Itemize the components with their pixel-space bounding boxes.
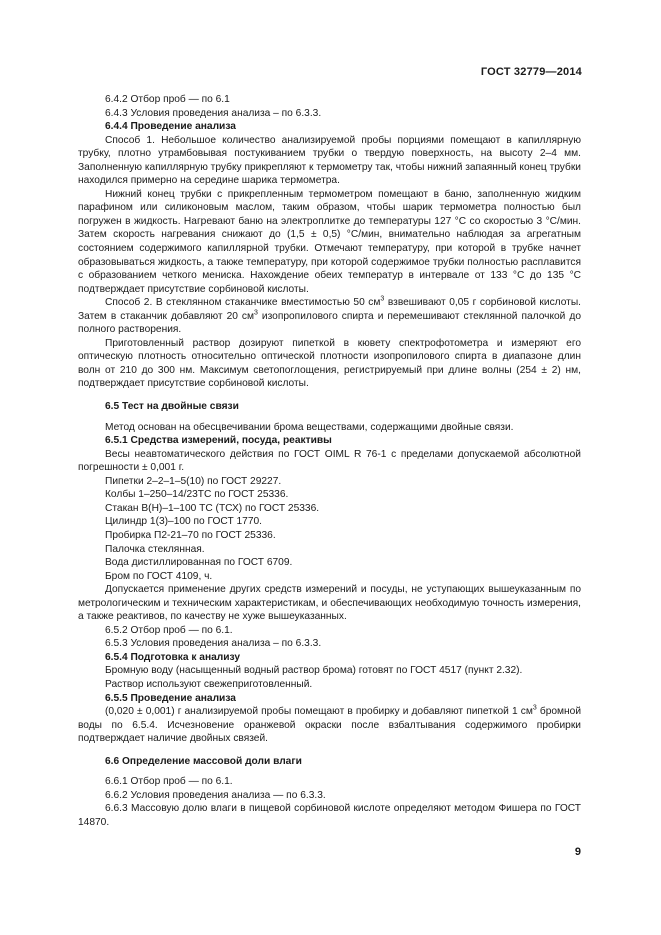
paragraph: Метод основан на обесцвечивании брома веществами, содержащими двойные связи. xyxy=(105,421,514,433)
paragraph: 6.6.3 Массовую долю влаги в пищевой сорбиновой кислоте определяют методом Фишера по ГОСТ 14870. xyxy=(78,803,581,828)
document-body xyxy=(78,93,581,829)
section-heading: 6.4.4 Проведение анализа xyxy=(105,121,236,133)
paragraph: Колбы 1–250–14/23ТС по ГОСТ 25336. xyxy=(105,489,289,501)
section-heading: 6.5.5 Проведение анализа xyxy=(105,692,236,704)
spacer xyxy=(78,768,581,775)
spacer xyxy=(78,746,581,755)
section-heading: 6.5 Тест на двойные связи xyxy=(105,401,239,413)
standard-header: ГОСТ 32779—2014 xyxy=(480,66,582,78)
paragraph: Приготовленный раствор дозируют пипеткой в кювету спектрофотометра и измеряют его оптическую плотность относительно оптической плотности изопропилового спирта в диапазоне длин волн от 210 до 300 нм. Максимум светопоглощения, регистрируемый при длине волны (254 ± 2) нм, подтверждает присутствие сорбиновой кислоты. xyxy=(78,337,581,390)
paragraph: Бром по ГОСТ 4109, ч. xyxy=(105,570,213,582)
paragraph: Весы неавтоматического действия по ГОСТ OIML R 76-1 с пределами допускаемой абсолютной погрешности ± 0,001 г. xyxy=(78,448,581,474)
paragraph: 6.6.1 Отбор проб — по 6.1. xyxy=(105,776,233,788)
section-heading: 6.5.4 Подготовка к анализу xyxy=(105,651,241,663)
paragraph: Раствор используют свежеприготовленный. xyxy=(105,678,313,690)
paragraph: (0,020 ± 0,001) г анализируемой пробы помещают в пробирку и добавляют пипеткой 1 $см^3$ бромной воды по 6.5.4. Исчезновение оранжевой окраски после взбалтывания содержимого пробирки подтверждает наличие двойных связей. xyxy=(78,704,582,745)
section-heading: 6.5.1 Средства измерений, посуда, реактивы xyxy=(105,435,332,447)
paragraph: Пипетки 2–2–1–5(10) по ГОСТ 29227. xyxy=(105,475,282,487)
spacer xyxy=(78,414,581,421)
paragraph: Вода дистиллированная по ГОСТ 6709. xyxy=(105,557,293,569)
paragraph: Пробирка П2-21–70 по ГОСТ 25336. xyxy=(105,529,276,541)
page-number: 9 xyxy=(574,846,581,858)
paragraph: 6.4.3 Условия проведения анализа – по 6.3.3. xyxy=(105,107,322,119)
paragraph: Нижний конец трубки с прикрепленным термометром помещают в баню, заполненную жидким парафином или силиконовым маслом, таким образом, чтобы шарик термометра полностью был погружен в жидкость. Нагревают баню на электроплитке до температуры 127 °С со скоростью 3 °С/мин. Затем скорость нагревания снижают до (1,5 ± 0,5) °С/мин, внимательно наблюдая за агрегатным состоянием содержимого капиллярной трубки. Отмечают температуру, при которой в трубке начнет образовываться жидкость, а также температуру, при которой содержимое трубки полностью расплавится с образованием четкого мениска. Нахождение обеих температур в интервале от 133 °С до 135 °С подтверждает присутствие сорбиновой кислоты. xyxy=(78,188,581,295)
paragraph: Палочка стеклянная. xyxy=(105,543,205,555)
paragraph: 6.6.2 Условия проведения анализа — по 6.3.3. xyxy=(105,789,326,801)
paragraph: Способ 1. Небольшое количество анализируемой пробы порциями помещают в капиллярную трубку, плотно утрамбовывая постукиванием трубки о твердую поверхность, на высоту 2–4 мм. Заполненную капиллярную трубку прикрепляют к термометру так, чтобы нижний запаянный конец трубки находился примерно на середине шарика термометра. xyxy=(78,134,581,187)
paragraph: Допускается применение других средств измерений и посуды, не уступающих вышеуказанным по метрологическим и техническим характеристикам, и обеспечивающих необходимую точность измерения, а также реактивов, по качеству не хуже вышеуказанных. xyxy=(78,584,581,623)
paragraph: Стакан В(Н)–1–100 ТС (ТСХ) по ГОСТ 25336. xyxy=(105,502,320,514)
paragraph: Бромную воду (насыщенный водный раствор брома) готовят по ГОСТ 4517 (пункт 2.32). xyxy=(105,665,523,677)
paragraph: 6.4.2 Отбор проб — по 6.1 xyxy=(105,94,230,105)
paragraph: 6.5.3 Условия проведения анализа – по 6.3.3. xyxy=(105,638,322,650)
paragraph: Цилиндр 1(3)–100 по ГОСТ 1770. xyxy=(105,516,262,528)
spacer xyxy=(78,391,581,400)
paragraph: 6.5.2 Отбор проб — по 6.1. xyxy=(105,624,233,636)
section-heading: 6.6 Определение массовой доли влаги xyxy=(105,755,302,767)
paragraph: Способ 2. В стеклянном стаканчике вместимостью 50 $см^3$ взвешивают 0,05 г сорбиновой кислоты. Затем в стаканчик добавляют 20 $см^3$ изопропилового спирта и перемешивают стеклянной палочкой до полного растворения. xyxy=(78,295,581,336)
